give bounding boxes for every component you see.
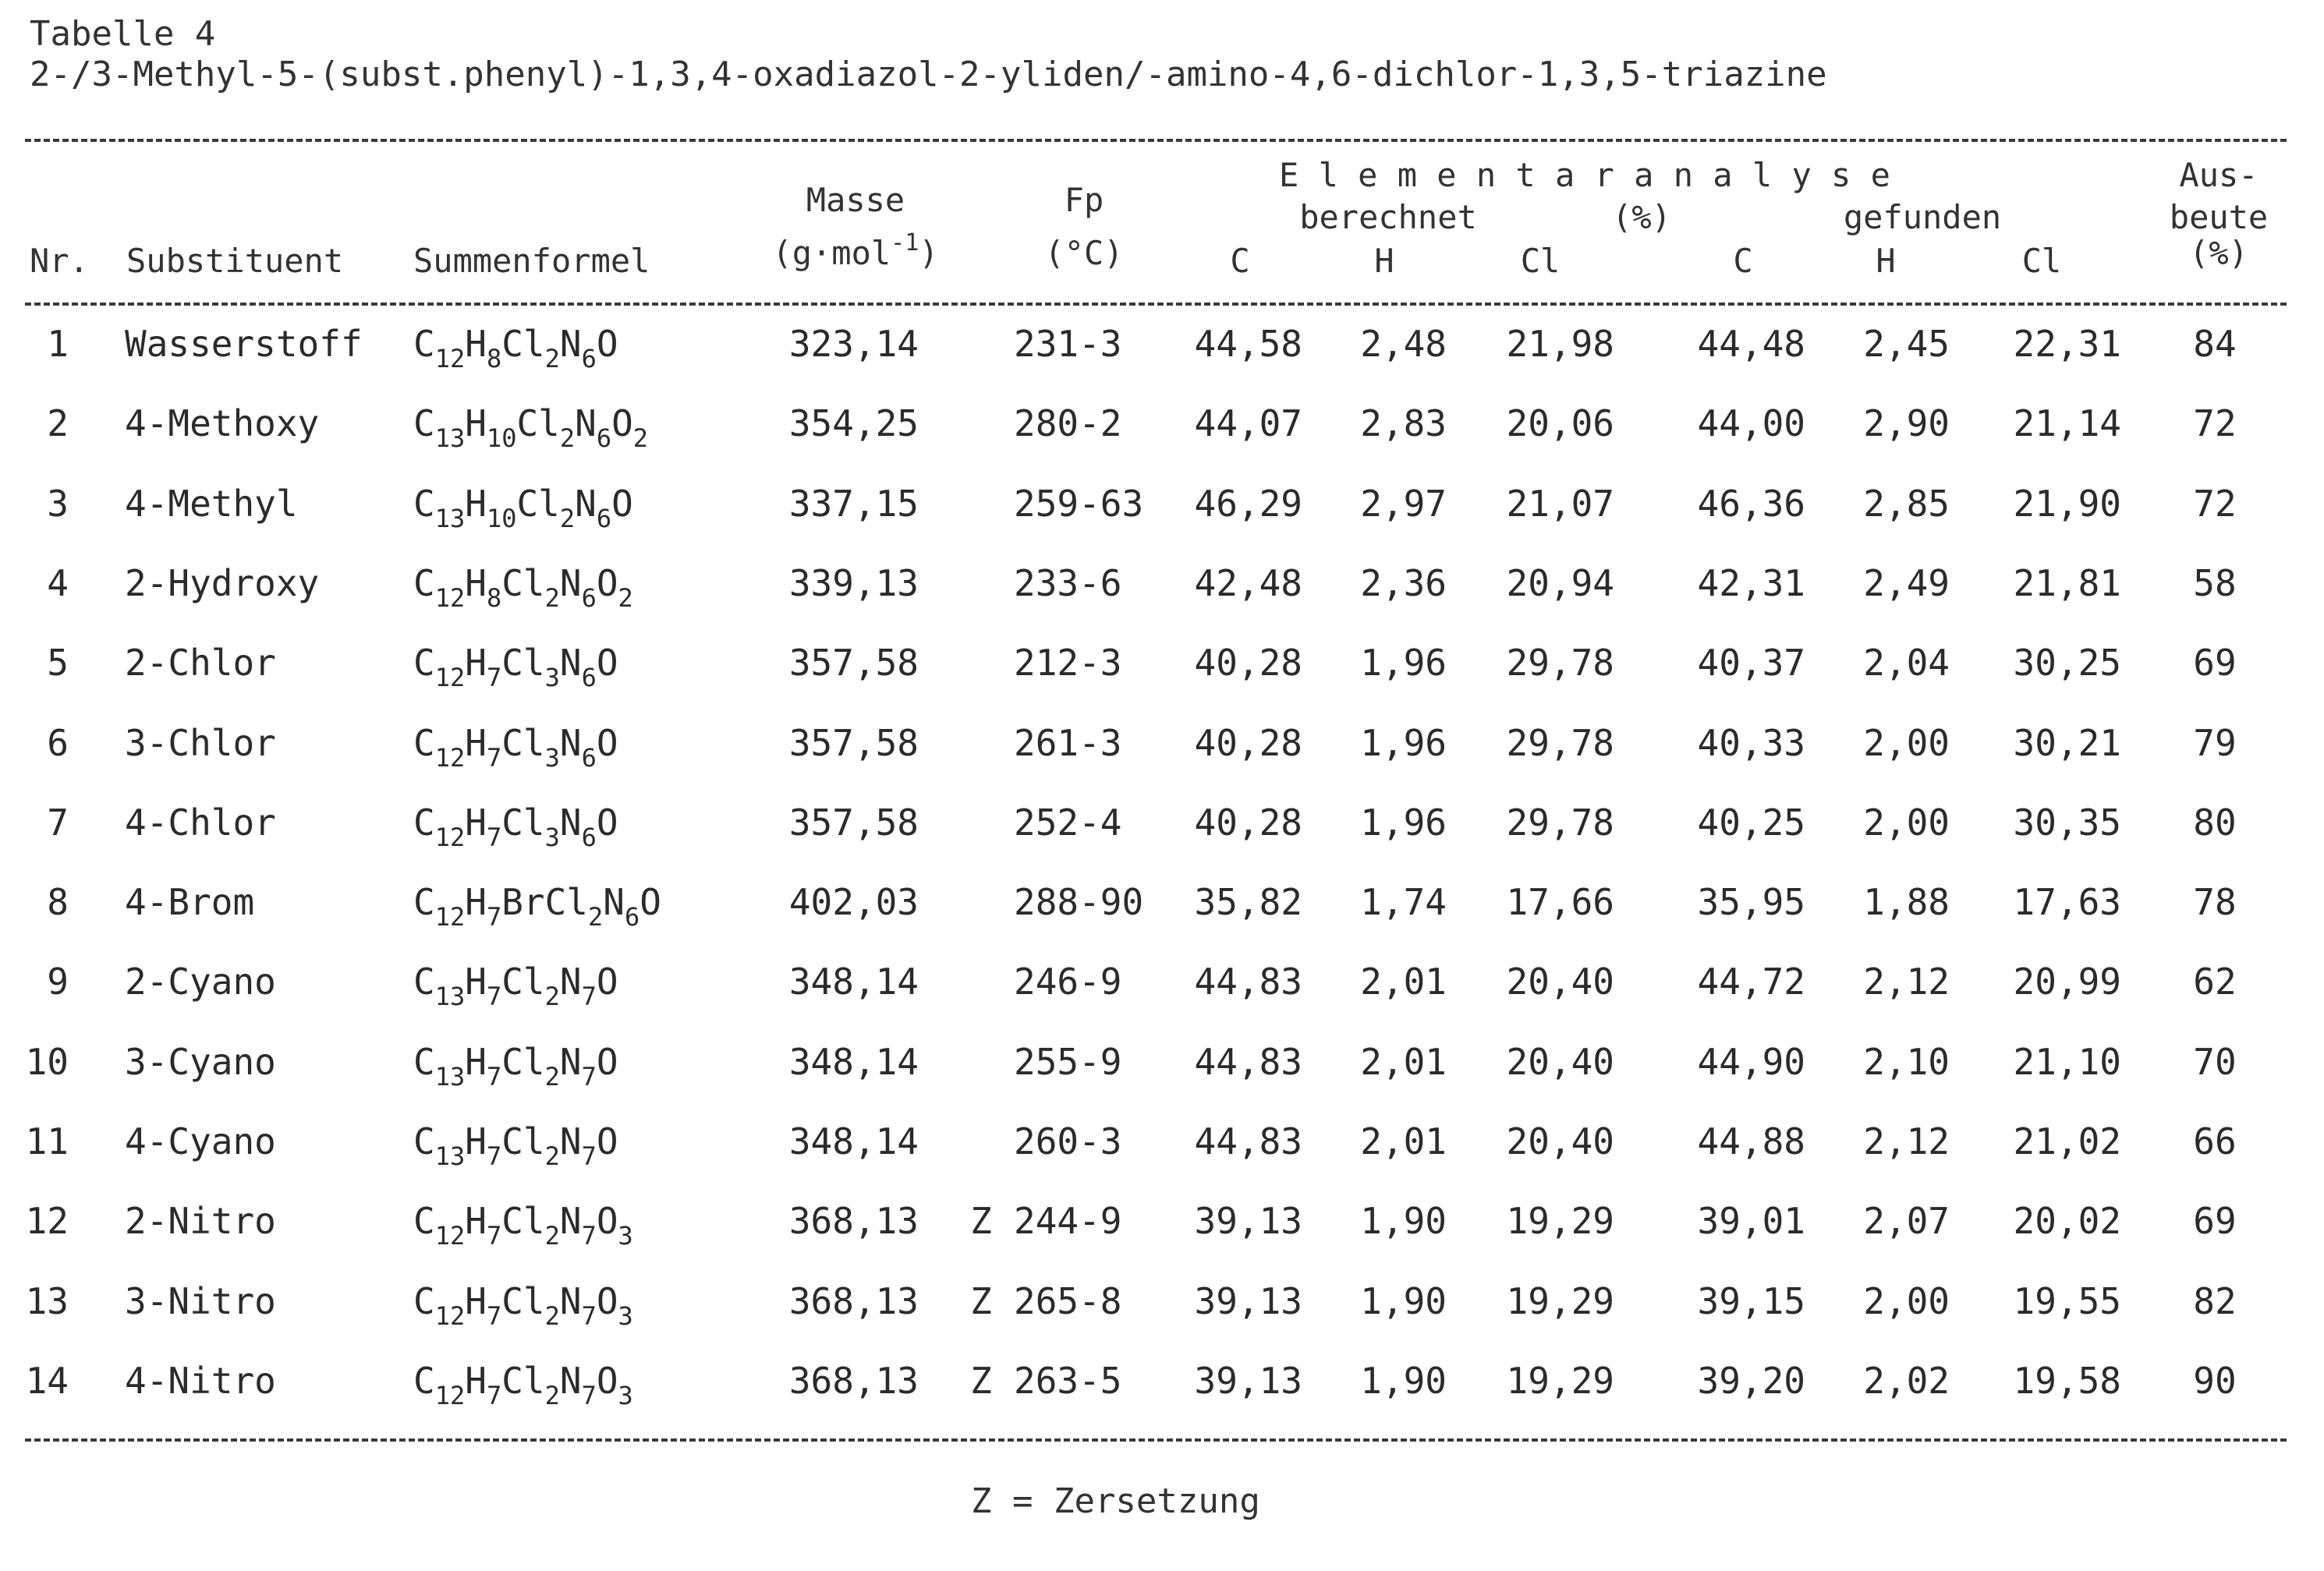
cell-cl-gefunden: 21,10 [2013,1040,2121,1083]
cell-c-berechnet: 40,28 [1194,721,1302,764]
cell-c-berechnet: 39,13 [1194,1200,1302,1243]
cell-cl-gefunden: 30,25 [2013,642,2121,685]
cell-masse: 323,14 [788,323,919,365]
header-fp: Fp [1064,181,1104,219]
cell-h-berechnet: 2,01 [1360,961,1447,1003]
bottom-rule [25,1438,2287,1442]
header-fp-unit: (°C) [1044,234,1124,272]
cell-h-gefunden: 2,00 [1863,1279,1950,1322]
cell-cl-gefunden: 21,02 [2013,1120,2121,1162]
cell-masse: 357,58 [788,801,919,844]
cell-cl-gefunden: 20,02 [2013,1200,2121,1243]
cell-substituent: 4-Methyl [125,482,298,525]
cell-cl-berechnet: 29,78 [1506,801,1614,844]
cell-nr: 3 [47,482,69,525]
cell-ausbeute: 58 [2193,561,2237,604]
cell-cl-berechnet: 20,06 [1506,402,1614,445]
cell-c-berechnet: 46,29 [1194,482,1302,525]
header-h-berechnet: H [1374,242,1394,280]
cell-nr: 5 [47,642,69,685]
cell-cl-gefunden: 30,21 [2013,721,2121,764]
header-masse-unit: (g·mol$^{-1}$) [772,229,939,272]
cell-h-berechnet: 2,97 [1360,482,1447,525]
header-ausbeute-2: beute [2169,198,2269,236]
cell-h-berechnet: 1,96 [1360,801,1447,844]
cell-fp: 280-2 [1014,402,1122,445]
cell-masse: 368,13 [788,1279,919,1322]
cell-masse: 402,03 [788,881,919,924]
cell-h-gefunden: 2,02 [1863,1359,1950,1402]
cell-masse: 357,58 [788,642,919,685]
cell-cl-berechnet: 20,40 [1506,961,1614,1003]
cell-cl-berechnet: 19,29 [1506,1359,1614,1402]
header-elementaranalyse: E l e m e n t a r a n a l y s e [1279,156,1890,194]
cell-c-gefunden: 39,01 [1697,1200,1805,1243]
cell-cl-gefunden: 21,14 [2013,402,2121,445]
cell-h-gefunden: 2,07 [1863,1200,1950,1243]
cell-nr: 6 [47,721,69,764]
cell-masse: 337,15 [788,482,919,525]
header-percent: (%) [1612,198,1671,236]
cell-h-berechnet: 1,96 [1360,642,1447,685]
cell-cl-berechnet: 17,66 [1506,881,1614,924]
header-c-berechnet: C [1230,242,1250,280]
cell-cl-berechnet: 20,40 [1506,1040,1614,1083]
cell-cl-berechnet: 20,94 [1506,561,1614,604]
top-rule [25,139,2287,142]
cell-h-gefunden: 2,45 [1863,323,1950,365]
cell-c-gefunden: 39,15 [1697,1279,1805,1322]
cell-h-gefunden: 2,85 [1863,482,1950,525]
cell-cl-gefunden: 30,35 [2013,801,2121,844]
cell-fp: 263-5 [1014,1359,1122,1402]
header-h-gefunden: H [1876,242,1896,280]
cell-c-gefunden: 42,31 [1697,561,1805,604]
cell-cl-berechnet: 20,40 [1506,1120,1614,1162]
table-title: Tabelle 4 [30,14,216,54]
cell-cl-berechnet: 19,29 [1506,1279,1614,1322]
cell-substituent: Wasserstoff [125,323,363,365]
cell-ausbeute: 84 [2193,323,2237,365]
cell-nr: 14 [25,1359,69,1402]
cell-formula: $C_{12}H_7Cl_2N_7O_3$ [413,1359,633,1410]
cell-masse: 348,14 [788,1040,919,1083]
cell-masse: 368,13 [788,1200,919,1243]
cell-nr: 7 [47,801,69,844]
cell-formula: $C_{12}H_8Cl_2N_6O$ [413,323,618,373]
cell-decomposition-flag: Z [970,1359,992,1402]
cell-c-gefunden: 44,72 [1697,961,1805,1003]
cell-substituent: 3-Cyano [125,1040,276,1083]
cell-cl-gefunden: 19,58 [2013,1359,2121,1402]
cell-h-gefunden: 2,04 [1863,642,1950,685]
cell-cl-berechnet: 19,29 [1506,1200,1614,1243]
cell-cl-gefunden: 20,99 [2013,961,2121,1003]
cell-c-berechnet: 44,07 [1194,402,1302,445]
cell-substituent: 3-Chlor [125,721,276,764]
header-ausbeute-3: (%) [2189,234,2248,272]
cell-cl-gefunden: 21,81 [2013,561,2121,604]
cell-ausbeute: 69 [2193,642,2237,685]
cell-cl-berechnet: 29,78 [1506,642,1614,685]
cell-substituent: 4-Cyano [125,1120,276,1162]
cell-ausbeute: 62 [2193,961,2237,1003]
header-cl-gefunden: Cl [2021,242,2062,280]
cell-h-berechnet: 2,48 [1360,323,1447,365]
cell-c-berechnet: 44,83 [1194,1040,1302,1083]
cell-c-berechnet: 39,13 [1194,1279,1302,1322]
cell-fp: 233-6 [1014,561,1122,604]
cell-ausbeute: 79 [2193,721,2237,764]
cell-fp: 261-3 [1014,721,1122,764]
cell-h-berechnet: 1,90 [1360,1279,1447,1322]
cell-ausbeute: 82 [2193,1279,2237,1322]
cell-formula: $C_{12}H_7Cl_3N_6O$ [413,642,618,693]
cell-c-berechnet: 40,28 [1194,642,1302,685]
cell-c-gefunden: 40,37 [1697,642,1805,685]
cell-nr: 1 [47,323,69,365]
cell-formula: $C_{13}H_{10}Cl_2N_6O$ [413,482,633,533]
cell-fp: 259-63 [1014,482,1144,525]
cell-h-gefunden: 2,90 [1863,402,1950,445]
cell-substituent: 4-Brom [125,881,255,924]
cell-h-gefunden: 2,12 [1863,1120,1950,1162]
cell-substituent: 2-Nitro [125,1200,276,1243]
cell-formula: $C_{12}H_7Cl_2N_7O_3$ [413,1200,633,1251]
cell-substituent: 4-Methoxy [125,402,320,445]
cell-c-gefunden: 44,48 [1697,323,1805,365]
cell-h-gefunden: 2,49 [1863,561,1950,604]
cell-c-gefunden: 44,00 [1697,402,1805,445]
cell-fp: 212-3 [1014,642,1122,685]
cell-substituent: 2-Hydroxy [125,561,320,604]
cell-formula: $C_{12}H_7Cl_3N_6O$ [413,801,618,852]
cell-substituent: 2-Chlor [125,642,276,685]
cell-fp: 288-90 [1014,881,1144,924]
cell-ausbeute: 70 [2193,1040,2237,1083]
cell-c-gefunden: 40,33 [1697,721,1805,764]
cell-decomposition-flag: Z [970,1200,992,1243]
cell-c-berechnet: 39,13 [1194,1359,1302,1402]
cell-h-berechnet: 1,74 [1360,881,1447,924]
header-gefunden: gefunden [1843,198,2002,236]
cell-ausbeute: 78 [2193,881,2237,924]
cell-c-gefunden: 44,90 [1697,1040,1805,1083]
cell-nr: 12 [25,1200,69,1243]
header-berechnet: berechnet [1299,198,1477,236]
cell-masse: 368,13 [788,1359,919,1402]
cell-h-gefunden: 2,00 [1863,721,1950,764]
cell-cl-gefunden: 21,90 [2013,482,2121,525]
cell-h-berechnet: 1,90 [1360,1359,1447,1402]
cell-masse: 357,58 [788,721,919,764]
cell-fp: 260-3 [1014,1120,1122,1162]
header-c-gefunden: C [1733,242,1753,280]
cell-fp: 244-9 [1014,1200,1122,1243]
cell-c-gefunden: 39,20 [1697,1359,1805,1402]
cell-nr: 13 [25,1279,69,1322]
cell-substituent: 2-Cyano [125,961,276,1003]
cell-masse: 348,14 [788,961,919,1003]
cell-h-gefunden: 2,10 [1863,1040,1950,1083]
cell-ausbeute: 90 [2193,1359,2237,1402]
header-substituent: Substituent [126,242,344,280]
header-ausbeute-1: Aus- [2179,156,2258,194]
cell-ausbeute: 72 [2193,402,2237,445]
header-nr: Nr. [30,242,89,280]
cell-masse: 354,25 [788,402,919,445]
cell-h-berechnet: 2,01 [1360,1120,1447,1162]
cell-formula: $C_{13}H_7Cl_2N_7O$ [413,961,618,1012]
cell-h-berechnet: 1,96 [1360,721,1447,764]
cell-cl-gefunden: 17,63 [2013,881,2121,924]
cell-nr: 8 [47,881,69,924]
cell-fp: 252-4 [1014,801,1122,844]
cell-nr: 2 [47,402,69,445]
cell-formula: $C_{13}H_{10}Cl_2N_6O_2$ [413,402,649,454]
cell-nr: 11 [25,1120,69,1162]
cell-formula: $C_{12}H_7BrCl_2N_6O$ [413,881,661,932]
cell-cl-gefunden: 22,31 [2013,323,2121,365]
cell-ausbeute: 69 [2193,1200,2237,1243]
cell-substituent: 3-Nitro [125,1279,276,1322]
cell-formula: $C_{13}H_7Cl_2N_7O$ [413,1040,618,1092]
cell-formula: $C_{13}H_7Cl_2N_7O$ [413,1120,618,1171]
cell-h-berechnet: 2,36 [1360,561,1447,604]
cell-cl-berechnet: 29,78 [1506,721,1614,764]
cell-c-berechnet: 44,83 [1194,961,1302,1003]
cell-cl-berechnet: 21,07 [1506,482,1614,525]
cell-c-berechnet: 35,82 [1194,881,1302,924]
cell-c-gefunden: 35,95 [1697,881,1805,924]
cell-h-gefunden: 1,88 [1863,881,1950,924]
cell-c-gefunden: 46,36 [1697,482,1805,525]
cell-c-berechnet: 44,58 [1194,323,1302,365]
header-masse: Masse [806,181,905,219]
cell-ausbeute: 80 [2193,801,2237,844]
cell-formula: $C_{12}H_8Cl_2N_6O_2$ [413,561,633,613]
cell-formula: $C_{12}H_7Cl_2N_7O_3$ [413,1279,633,1331]
cell-masse: 348,14 [788,1120,919,1162]
table-subtitle: 2-/3-Methyl-5-(subst.phenyl)-1,3,4-oxadiazol-2-yliden/-amino-4,6-dichlor-1,3,5-triazine [30,55,1827,94]
cell-fp: 255-9 [1014,1040,1122,1083]
cell-cl-gefunden: 19,55 [2013,1279,2121,1322]
cell-h-berechnet: 2,83 [1360,402,1447,445]
cell-masse: 339,13 [788,561,919,604]
footnote: Z = Zersetzung [971,1481,1260,1521]
cell-c-berechnet: 44,83 [1194,1120,1302,1162]
cell-h-berechnet: 1,90 [1360,1200,1447,1243]
header-rule [25,303,2287,306]
cell-nr: 9 [47,961,69,1003]
cell-substituent: 4-Chlor [125,801,276,844]
cell-decomposition-flag: Z [970,1279,992,1322]
cell-c-berechnet: 40,28 [1194,801,1302,844]
cell-formula: $C_{12}H_7Cl_3N_6O$ [413,721,618,773]
cell-h-gefunden: 2,00 [1863,801,1950,844]
cell-nr: 10 [25,1040,69,1083]
cell-substituent: 4-Nitro [125,1359,276,1402]
cell-c-gefunden: 44,88 [1697,1120,1805,1162]
header-formula: Summenformel [413,242,650,280]
cell-ausbeute: 66 [2193,1120,2237,1162]
cell-c-berechnet: 42,48 [1194,561,1302,604]
cell-cl-berechnet: 21,98 [1506,323,1614,365]
cell-h-gefunden: 2,12 [1863,961,1950,1003]
header-cl-berechnet: Cl [1520,242,1561,280]
cell-fp: 231-3 [1014,323,1122,365]
cell-fp: 265-8 [1014,1279,1122,1322]
cell-fp: 246-9 [1014,961,1122,1003]
cell-c-gefunden: 40,25 [1697,801,1805,844]
cell-nr: 4 [47,561,69,604]
cell-h-berechnet: 2,01 [1360,1040,1447,1083]
cell-ausbeute: 72 [2193,482,2237,525]
